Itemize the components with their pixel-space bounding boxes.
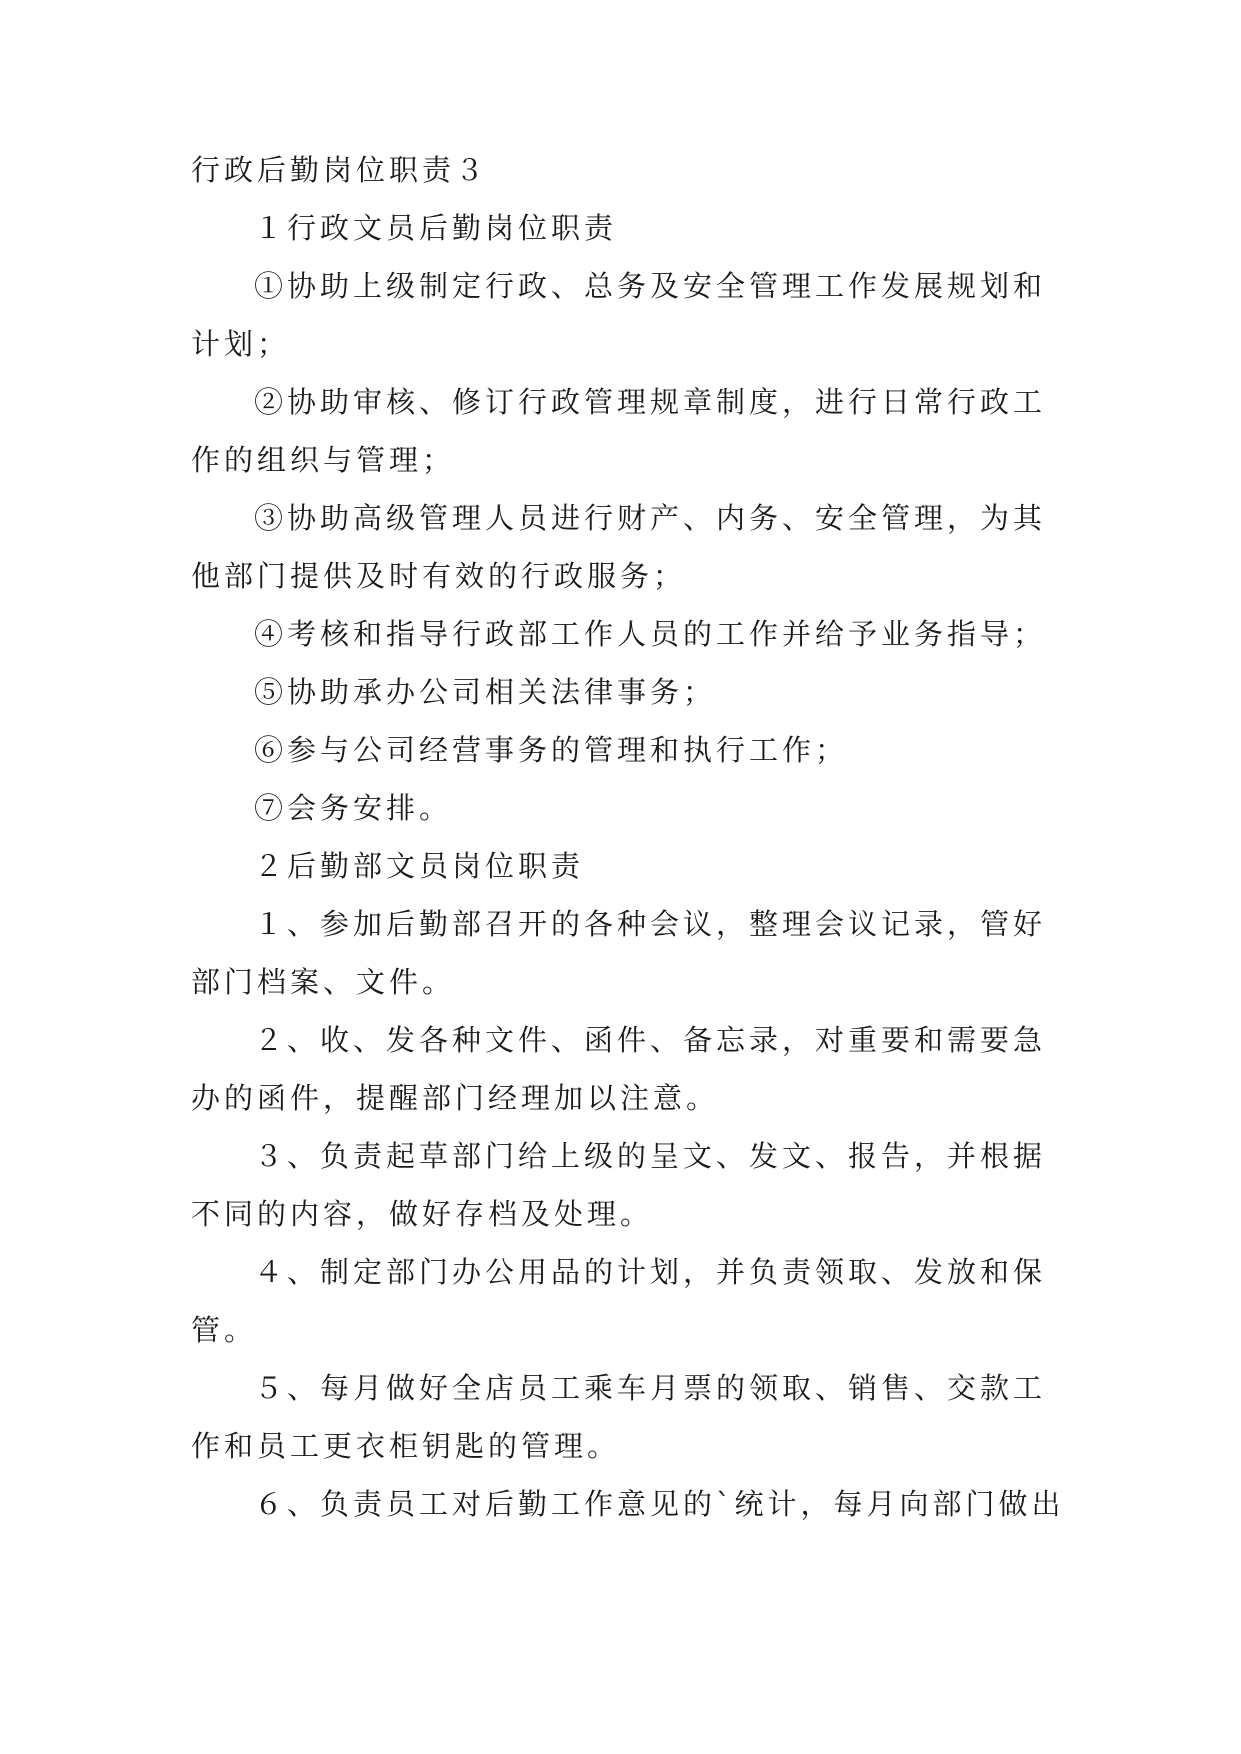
- paragraph-line: 他部门提供及时有效的行政服务；: [191, 559, 687, 593]
- paragraph-line: ④考核和指导行政部工作人员的工作并给予业务指导；: [254, 617, 1047, 651]
- paragraph-line: ⑥参与公司经营事务的管理和执行工作；: [254, 733, 849, 767]
- paragraph-line: ３、负责起草部门给上级的呈文、发文、报告，并根据: [254, 1139, 1047, 1173]
- paragraph-line: ③协助高级管理人员进行财产、内务、安全管理，为其: [254, 501, 1047, 535]
- paragraph-line: 办的函件，提醒部门经理加以注意。: [191, 1081, 720, 1115]
- paragraph-line: ６、负责员工对后勤工作意见的`统计，每月向部门做出: [254, 1487, 1065, 1521]
- paragraph-line: 不同的内容，做好存档及处理。: [191, 1197, 654, 1231]
- paragraph-line: 部门档案、文件。: [191, 965, 456, 999]
- paragraph-line: 管。: [191, 1313, 258, 1347]
- section-heading-2: ２后勤部文员岗位职责: [254, 849, 585, 883]
- paragraph-line: ４、制定部门办公用品的计划，并负责领取、发放和保: [254, 1255, 1047, 1289]
- paragraph-line: 作和员工更衣柜钥匙的管理。: [191, 1429, 621, 1463]
- paragraph-line: ①协助上级制定行政、总务及安全管理工作发展规划和: [254, 269, 1047, 303]
- paragraph-line: ⑤协助承办公司相关法律事务；: [254, 675, 717, 709]
- paragraph-line: ②协助审核、修订行政管理规章制度，进行日常行政工: [254, 385, 1047, 419]
- section-heading-1: １行政文员后勤岗位职责: [254, 211, 618, 245]
- paragraph-line: ５、每月做好全店员工乘车月票的领取、销售、交款工: [254, 1371, 1047, 1405]
- document-title: 行政后勤岗位职责３: [191, 153, 489, 187]
- paragraph-line: 作的组织与管理；: [191, 443, 456, 477]
- paragraph-line: ２、收、发各种文件、函件、备忘录，对重要和需要急: [254, 1023, 1047, 1057]
- paragraph-line: １、参加后勤部召开的各种会议，整理会议记录，管好: [254, 907, 1047, 941]
- paragraph-line: 计划；: [191, 327, 291, 361]
- paragraph-line: ⑦会务安排。: [254, 791, 453, 825]
